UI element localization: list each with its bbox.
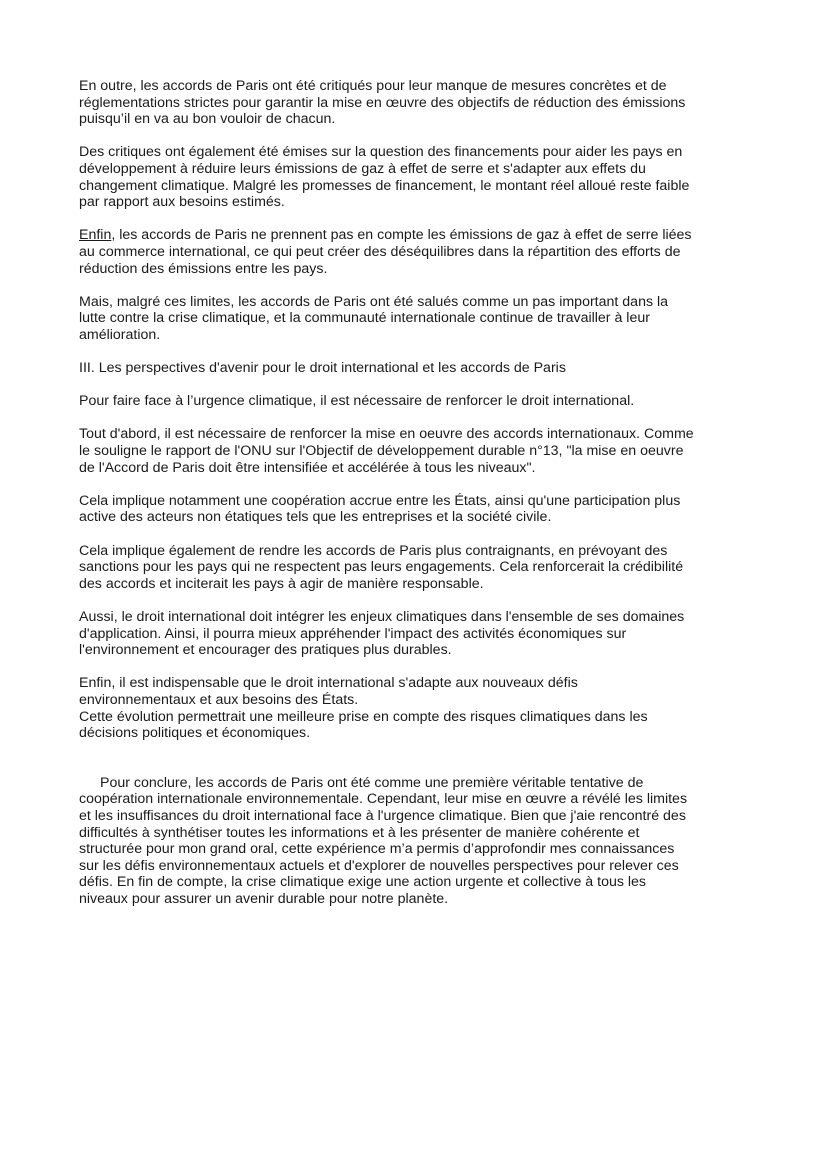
text-line: Des critiques ont également été émises sur la question des financements pour aider les pays en — [79, 144, 683, 161]
heading-text: III. Les perspectives d'avenir pour le droit international et les accords de Paris — [79, 360, 566, 377]
text-line: d'application. Ainsi, il pourra mieux appréhender l'impact des activités économiques sur — [79, 625, 627, 642]
text-fragment: , les accords de Paris ne prennent pas en compte les émissions de gaz à effet de serre liées — [111, 227, 692, 244]
paragraph-cooperation — [79, 493, 747, 526]
text-line: Aussi, le droit international doit intégrer les enjeux climatiques dans l'ensemble de ses domaines — [79, 609, 685, 625]
text-line: niveaux pour assurer un avenir durable pour notre planète. — [79, 890, 449, 907]
paragraph-domaines-application — [79, 609, 747, 659]
text-line: Cela implique notamment une coopération accrue entre les États, ainsi qu'une participation plus — [79, 492, 681, 509]
text-line: de l'Accord de Paris doit être intensifiée et accélérée à tous les niveaux". — [79, 459, 536, 476]
text-line: En outre, les accords de Paris ont été critiqués pour leur manque de mesures concrètes et de — [79, 78, 667, 94]
text-line: Mais, malgré ces limites, les accords de Paris ont été salués comme un pas important dans la — [79, 293, 669, 310]
text-line: et les insuffisances du droit international face à l'urgence climatique. Bien que j'aie rencontré des — [79, 807, 686, 824]
text-line: changement climatique. Malgré les promesses de financement, le montant réel alloué reste faible — [79, 177, 690, 194]
paragraph-limites-salues — [79, 294, 747, 344]
text-line: développement à réduire leurs émissions de gaz à effet de serre et s'adapter aux effets du — [79, 160, 646, 177]
text-line: lutte contre la crise climatique, et la communauté internationale continue de travailler à leur — [79, 310, 650, 327]
text-line: sur les défis environnementaux actuels et d'explorer de nouvelles perspectives pour relever ces — [79, 857, 679, 874]
text-line: Pour conclure, les accords de Paris ont été comme une première véritable tentative de — [100, 774, 644, 791]
text-line: amélioration. — [79, 326, 161, 343]
paragraph-urgence — [79, 393, 747, 410]
text-line: Cela implique également de rendre les accords de Paris plus contraignants, en prévoyant des — [79, 542, 668, 559]
section-heading-perspectives — [79, 360, 747, 377]
text-line: le souligne le rapport de l'ONU sur l'Objectif de développement durable n°13, "la mise en oeuvre — [79, 443, 684, 460]
paragraph-contraignants — [79, 543, 747, 593]
text-line: structurée pour mon grand oral, cette expérience m’a permis d’approfondir mes connaissances — [79, 841, 675, 858]
paragraph-mise-en-oeuvre — [79, 426, 747, 476]
text-line — [79, 227, 747, 244]
paragraph-critique-mesures — [79, 78, 747, 128]
text-line: Enfin, il est indispensable que le droit international s'adapte aux nouveaux défis — [79, 675, 578, 692]
text-line: réglementations strictes pour garantir la mise en œuvre des objectifs de réduction des émissions — [79, 94, 686, 111]
paragraph-critique-financements — [79, 144, 747, 210]
text-line: au commerce international, ce qui peut créer des déséquilibres dans la répartition des efforts de — [79, 243, 681, 260]
text-line: l'environnement et encourager des pratiques plus durables. — [79, 642, 452, 659]
text-line: puisqu’il en va au bon vouloir de chacun. — [79, 111, 336, 128]
text-line: difficultés à synthétiser toutes les informations et à les présenter de manière cohérente et — [79, 824, 640, 841]
text-line: défis. En fin de compte, la crise climatique exige une action urgente et collective à tous les — [79, 874, 647, 891]
text-line: par rapport aux besoins estimés. — [79, 194, 285, 211]
text-line: active des acteurs non étatiques tels que les entreprises et la société civile. — [79, 509, 552, 526]
document-page — [79, 78, 747, 908]
text-line: réduction des émissions entre les pays. — [79, 260, 328, 277]
text-line: Tout d'abord, il est nécessaire de renforcer la mise en oeuvre des accords internationaux. Comme — [79, 426, 694, 443]
text-line: Cette évolution permettrait une meilleure prise en compte des risques climatiques dans les — [79, 708, 648, 725]
paragraph-commerce-international — [79, 227, 747, 277]
text-line: sanctions pour les pays qui ne respectent pas leurs engagements. Cela renforcerait la crédibilité — [79, 559, 684, 576]
paragraph-nouveaux-defis — [79, 675, 747, 741]
text-line: environnementaux et aux besoins des États. — [79, 691, 359, 708]
text-line: coopération internationale environnementale. Cependant, leur mise en œuvre a révélé les limites — [79, 791, 688, 808]
underlined-word: Enfin — [79, 227, 112, 244]
paragraph-conclusion — [79, 775, 747, 908]
text-line: des accords et inciterait les pays à agir de manière responsable. — [79, 575, 484, 592]
text-line: décisions politiques et économiques. — [79, 725, 311, 742]
text-line: Pour faire face à l’urgence climatique, il est nécessaire de renforcer le droit international. — [79, 393, 635, 410]
